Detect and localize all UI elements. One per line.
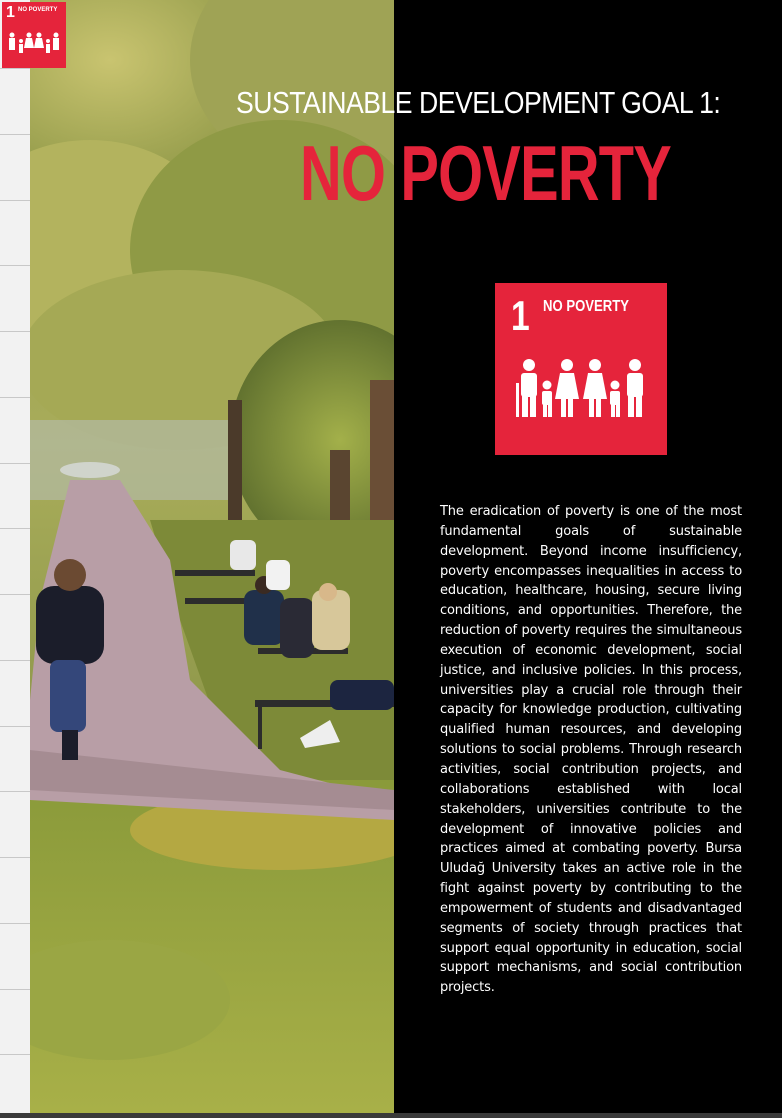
badge-label: NO POVERTY (543, 298, 630, 315)
spine-line (0, 726, 30, 727)
spine-line (0, 134, 30, 135)
spine-line (0, 463, 30, 464)
spine-line (0, 528, 30, 529)
badge-number: 1 (511, 292, 530, 339)
spine-line (0, 923, 30, 924)
family-icon (515, 359, 647, 421)
spine-line (0, 331, 30, 332)
spine-line (0, 594, 30, 595)
page-subtitle: SUSTAINABLE DEVELOPMENT GOAL 1: (236, 85, 721, 120)
sdg1-large-badge (495, 283, 667, 455)
spine-line (0, 200, 30, 201)
spine-line (0, 1054, 30, 1055)
spine-line (0, 791, 30, 792)
intro-paragraph: The eradication of poverty is one of the most fundamental goals of sustainable development. Beyond income insufficiency, poverty encompasses inequalities in access to education, healthcare, housing, secure living conditions, and opportunities. Therefore, the reduction of poverty requires the simultaneous execution of economic development, social justice, and inclusive policies. In this process, universities play a crucial role through their capacity for knowledge production, cultivating qualified human resources, and developing solutions to social problems. Through research activities, social contribution projects, and collaborations established with local stakeholders, universities contribute to the development of innovative policies and practices aimed at combating poverty. Bursa Uludağ University takes an active role in the fight against poverty by contributing to the empowerment of students and disadvantaged segments of society through practices that support equal opportunity in education, social support mechanisms, and social contribution projects. (440, 504, 742, 996)
spine-line (0, 857, 30, 858)
badge-number: 1 (6, 4, 15, 21)
spine-line (0, 660, 30, 661)
bottom-edge (0, 1113, 782, 1118)
page-spine (0, 0, 30, 1118)
family-icon (7, 32, 61, 56)
spine-line (0, 68, 30, 69)
spine-line (0, 989, 30, 990)
sdg1-small-badge (2, 2, 66, 68)
spine-line (0, 265, 30, 266)
page-title: NO POVERTY (300, 129, 672, 217)
spine-line (0, 397, 30, 398)
badge-label: NO POVERTY (18, 7, 58, 13)
